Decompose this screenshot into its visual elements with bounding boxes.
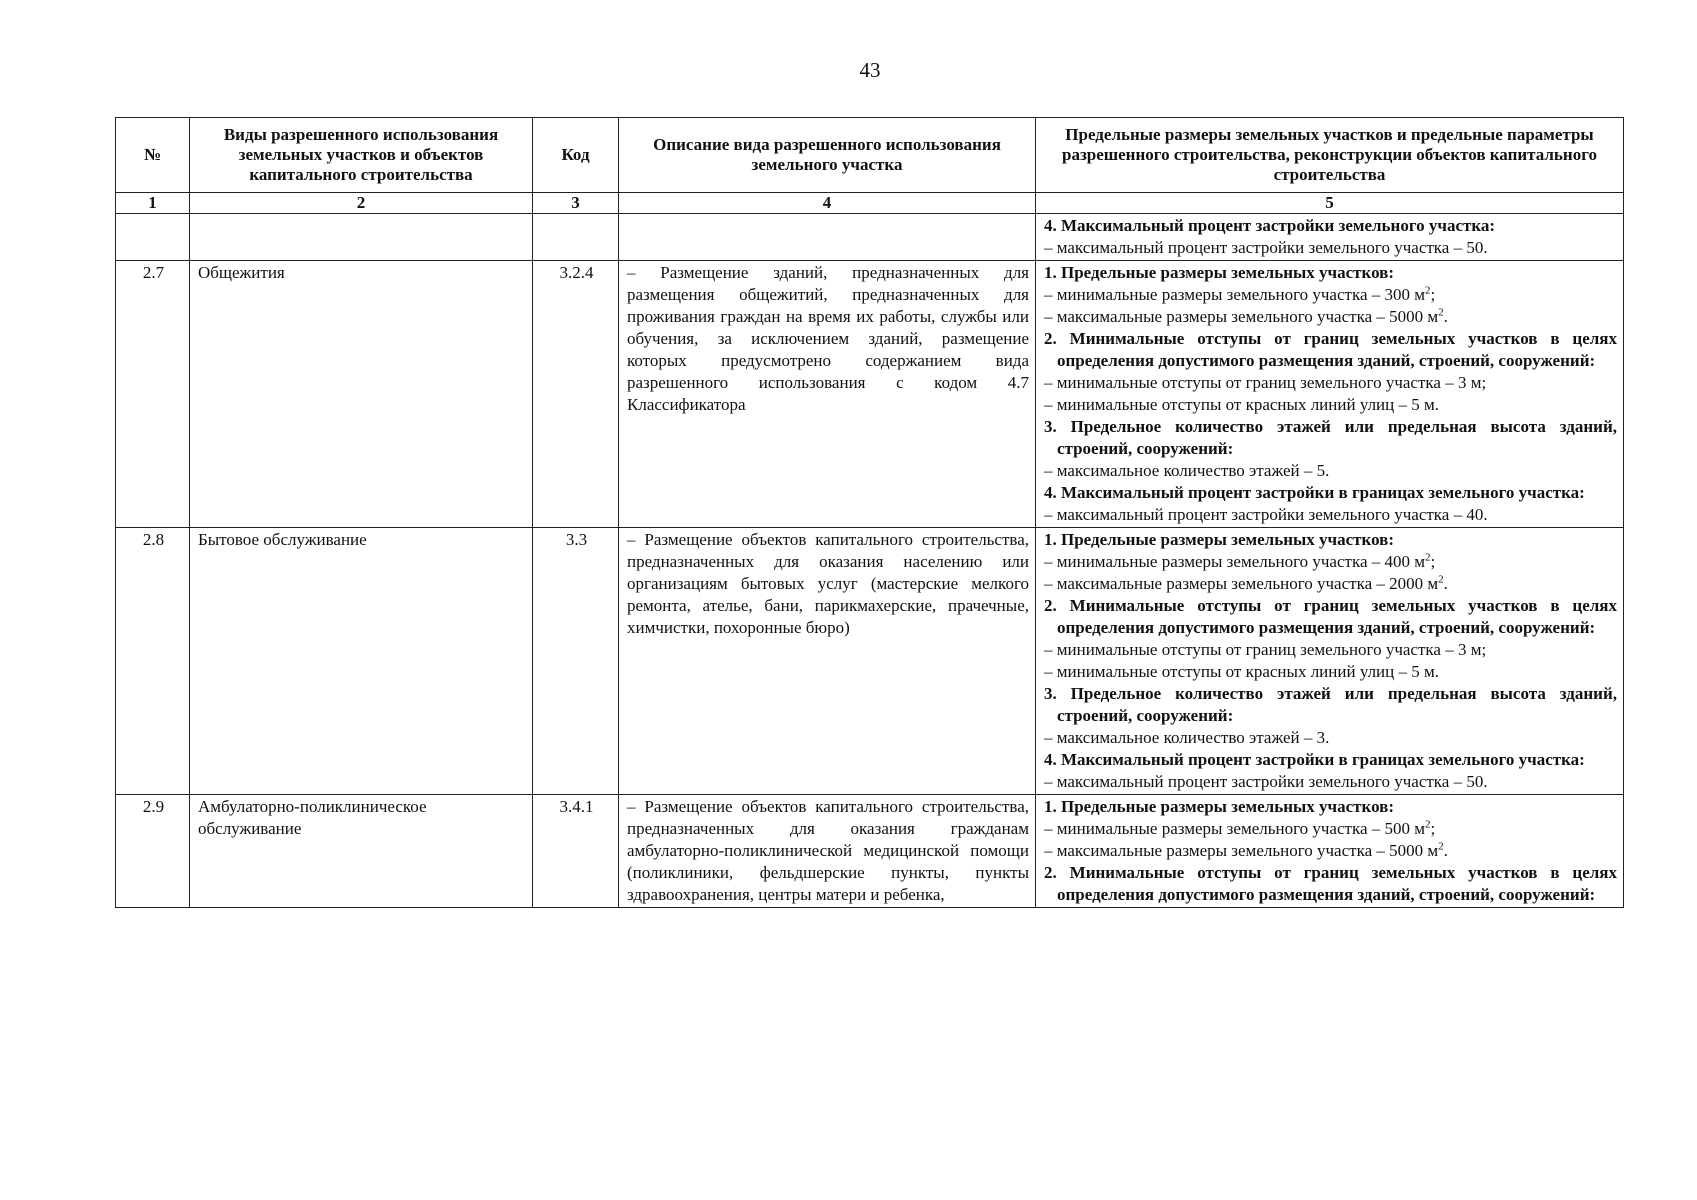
parameter-heading (1044, 215, 1617, 237)
parameter-value (1044, 840, 1617, 862)
land-use-table (115, 117, 1624, 908)
parameter-heading (1044, 595, 1617, 639)
column-number: 1 (116, 193, 190, 214)
parameter-text: – максимальный процент застройки земельного участка – 50. (1044, 772, 1488, 791)
parameter-text: 1. Предельные размеры земельных участков: (1044, 263, 1395, 282)
row-number: 2.9 (116, 795, 190, 908)
use-type-name: Амбулаторно-поликлиническое обслуживание (190, 795, 533, 908)
parameter-text: 3. Предельное количество этажей или предельная высота зданий, строений, сооружений: (1044, 684, 1617, 725)
superscript: 2 (1425, 284, 1431, 297)
parameter-text: – максимальное количество этажей – 3. (1044, 728, 1330, 747)
parameter-heading (1044, 529, 1617, 551)
parameter-text: 1. Предельные размеры земельных участков: (1044, 797, 1395, 816)
parameter-text: – минимальные размеры земельного участка – 400 м (1044, 552, 1426, 571)
parameter-text: 2. Минимальные отступы от границ земельных участков в целях определения допустимого размещения зданий, строений, сооружений: (1044, 863, 1617, 904)
parameter-text: 4. Максимальный процент застройки земельного участка: (1044, 216, 1496, 235)
parameter-value (1044, 573, 1617, 595)
superscript: 2 (1438, 840, 1444, 853)
column-number: 5 (1036, 193, 1624, 214)
parameter-text: – максимальный процент застройки земельного участка – 50. (1044, 238, 1488, 257)
parameter-heading (1044, 683, 1617, 727)
row-number: 2.8 (116, 528, 190, 795)
parameter-heading (1044, 328, 1617, 372)
row-number: 2.7 (116, 261, 190, 528)
parameter-text: 4. Максимальный процент застройки в границах земельного участка: (1044, 483, 1585, 502)
header-number: № (116, 118, 190, 193)
table-header-row (116, 118, 1624, 193)
parameter-value (1044, 551, 1617, 573)
parameter-text: 4. Максимальный процент застройки в границах земельного участка: (1044, 750, 1585, 769)
use-type-name: Общежития (190, 261, 533, 528)
use-description (619, 214, 1036, 261)
use-code: 3.2.4 (533, 261, 619, 528)
header-use-type: Виды разрешенного использования земельных участков и объектов капитального строительства (190, 118, 533, 193)
parameters-cell (1036, 261, 1624, 528)
parameter-text: – минимальные размеры земельного участка – 300 м (1044, 285, 1426, 304)
parameter-heading (1044, 862, 1617, 906)
parameter-punctuation: . (1443, 307, 1448, 326)
parameter-value (1044, 818, 1617, 840)
column-number: 2 (190, 193, 533, 214)
parameter-text: – максимальное количество этажей – 5. (1044, 461, 1330, 480)
parameter-value (1044, 394, 1617, 416)
parameter-heading (1044, 749, 1617, 771)
parameter-heading (1044, 482, 1617, 504)
parameter-text: 3. Предельное количество этажей или предельная высота зданий, строений, сооружений: (1044, 417, 1617, 458)
use-code (533, 214, 619, 261)
parameter-heading (1044, 416, 1617, 460)
parameter-punctuation: ; (1430, 552, 1436, 571)
parameter-value (1044, 661, 1617, 683)
parameter-value (1044, 727, 1617, 749)
use-type-name (190, 214, 533, 261)
use-type-name: Бытовое обслуживание (190, 528, 533, 795)
parameter-value (1044, 372, 1617, 394)
header-description: Описание вида разрешенного использования земельного участка (619, 118, 1036, 193)
parameter-value (1044, 460, 1617, 482)
page-number: 43 (859, 58, 881, 82)
table-row (116, 795, 1624, 908)
column-number-row (116, 193, 1624, 214)
parameters-cell (1036, 528, 1624, 795)
parameter-text: – максимальные размеры земельного участка – 2000 м (1044, 574, 1439, 593)
superscript: 2 (1425, 818, 1431, 831)
parameter-punctuation: . (1443, 841, 1448, 860)
table-body (116, 214, 1624, 908)
parameter-text: – минимальные размеры земельного участка – 500 м (1044, 819, 1426, 838)
parameter-value (1044, 639, 1617, 661)
table-row (116, 214, 1624, 261)
use-description: – Размещение зданий, предназначенных для размещения общежитий, предназначенных для проживания граждан на время их работы, службы или обучения, за исключением зданий, размещение которых предусмотрено содержанием вида разрешенного использования с кодом 4.7 Классификатора (619, 261, 1036, 528)
parameter-text: – минимальные отступы от красных линий улиц – 5 м. (1044, 662, 1440, 681)
parameter-value (1044, 237, 1617, 259)
superscript: 2 (1425, 551, 1431, 564)
superscript: 2 (1438, 306, 1444, 319)
parameter-text: – максимальный процент застройки земельного участка – 40. (1044, 505, 1488, 524)
parameter-value (1044, 284, 1617, 306)
column-number: 4 (619, 193, 1036, 214)
parameters-cell (1036, 795, 1624, 908)
use-code: 3.4.1 (533, 795, 619, 908)
parameters-cell (1036, 214, 1624, 261)
parameter-text: 2. Минимальные отступы от границ земельных участков в целях определения допустимого размещения зданий, строений, сооружений: (1044, 329, 1617, 370)
parameter-value (1044, 306, 1617, 328)
table-row (116, 261, 1624, 528)
parameter-text: 2. Минимальные отступы от границ земельных участков в целях определения допустимого размещения зданий, строений, сооружений: (1044, 596, 1617, 637)
column-number: 3 (533, 193, 619, 214)
use-description: – Размещение объектов капитального строительства, предназначенных для оказания населению или организациям бытовых услуг (мастерские мелкого ремонта, ателье, бани, парикмахерские, прачечные, химчистки, похоронные бюро) (619, 528, 1036, 795)
parameter-value (1044, 504, 1617, 526)
parameter-text: – минимальные отступы от границ земельного участка – 3 м; (1044, 373, 1487, 392)
header-code: Код (533, 118, 619, 193)
parameter-text: 1. Предельные размеры земельных участков: (1044, 530, 1395, 549)
parameter-punctuation: ; (1430, 285, 1436, 304)
parameter-heading (1044, 796, 1617, 818)
use-description: – Размещение объектов капитального строительства, предназначенных для оказания гражданам амбулаторно-поликлинической медицинской помощи (поликлиники, фельдшерские пункты, пункты здравоохранения, центры матери и ребенка, (619, 795, 1036, 908)
table-row (116, 528, 1624, 795)
parameter-text: – максимальные размеры земельного участка – 5000 м (1044, 841, 1439, 860)
parameter-text: – минимальные отступы от красных линий улиц – 5 м. (1044, 395, 1440, 414)
parameter-text: – минимальные отступы от границ земельного участка – 3 м; (1044, 640, 1487, 659)
parameter-punctuation: ; (1430, 819, 1436, 838)
parameter-heading (1044, 262, 1617, 284)
header-parameters: Предельные размеры земельных участков и предельные параметры разрешенного строительства, реконструкции объектов капитального строительства (1036, 118, 1624, 193)
superscript: 2 (1438, 573, 1444, 586)
use-code: 3.3 (533, 528, 619, 795)
parameter-punctuation: . (1443, 574, 1448, 593)
row-number (116, 214, 190, 261)
parameter-value (1044, 771, 1617, 793)
parameter-text: – максимальные размеры земельного участка – 5000 м (1044, 307, 1439, 326)
